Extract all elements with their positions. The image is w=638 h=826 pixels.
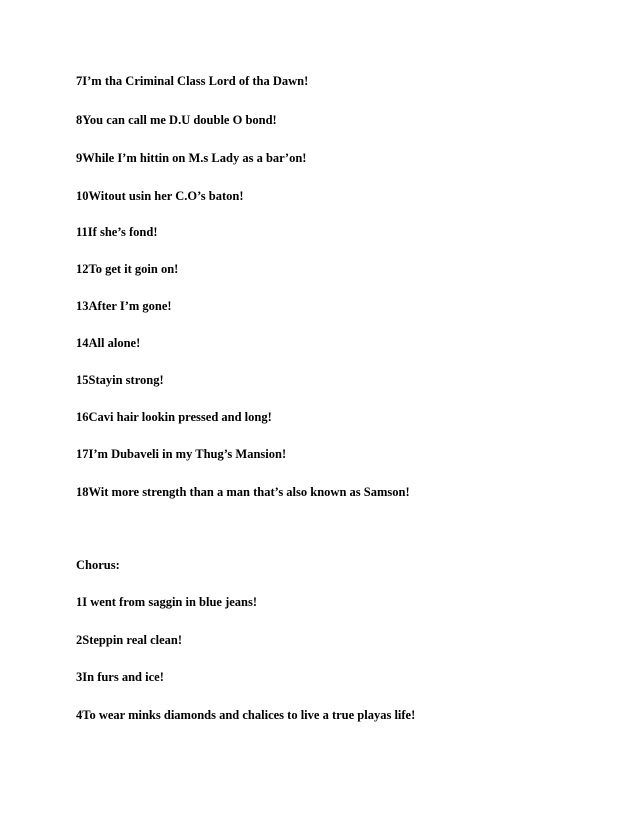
lyric-line: 7I’m tha Criminal Class Lord of tha Dawn! bbox=[76, 74, 309, 88]
chorus-line: 3In furs and ice! bbox=[76, 670, 164, 684]
lyric-line: 16Cavi hair lookin pressed and long! bbox=[76, 410, 272, 424]
lyric-line: 17I’m Dubaveli in my Thug’s Mansion! bbox=[76, 447, 287, 461]
lyric-line: 12To get it goin on! bbox=[76, 262, 179, 276]
lyric-line: 8You can call me D.U double O bond! bbox=[76, 113, 277, 127]
chorus-heading: Chorus: bbox=[76, 558, 120, 572]
chorus-line: 2Steppin real clean! bbox=[76, 633, 183, 647]
lyric-line: 9While I’m hittin on M.s Lady as a bar’on! bbox=[76, 151, 307, 165]
lyric-line: 18Wit more strength than a man that’s also known as Samson! bbox=[76, 485, 410, 499]
lyric-line: 11If she’s fond! bbox=[76, 225, 158, 239]
chorus-line: 4To wear minks diamonds and chalices to live a true playas life! bbox=[76, 708, 416, 722]
chorus-line: 1I went from saggin in blue jeans! bbox=[76, 595, 258, 609]
lyric-line: 14All alone! bbox=[76, 336, 141, 350]
lyric-line: 10Witout usin her C.O’s baton! bbox=[76, 189, 244, 203]
lyric-line: 13After I’m gone! bbox=[76, 299, 172, 313]
lyric-line: 15Stayin strong! bbox=[76, 373, 164, 387]
